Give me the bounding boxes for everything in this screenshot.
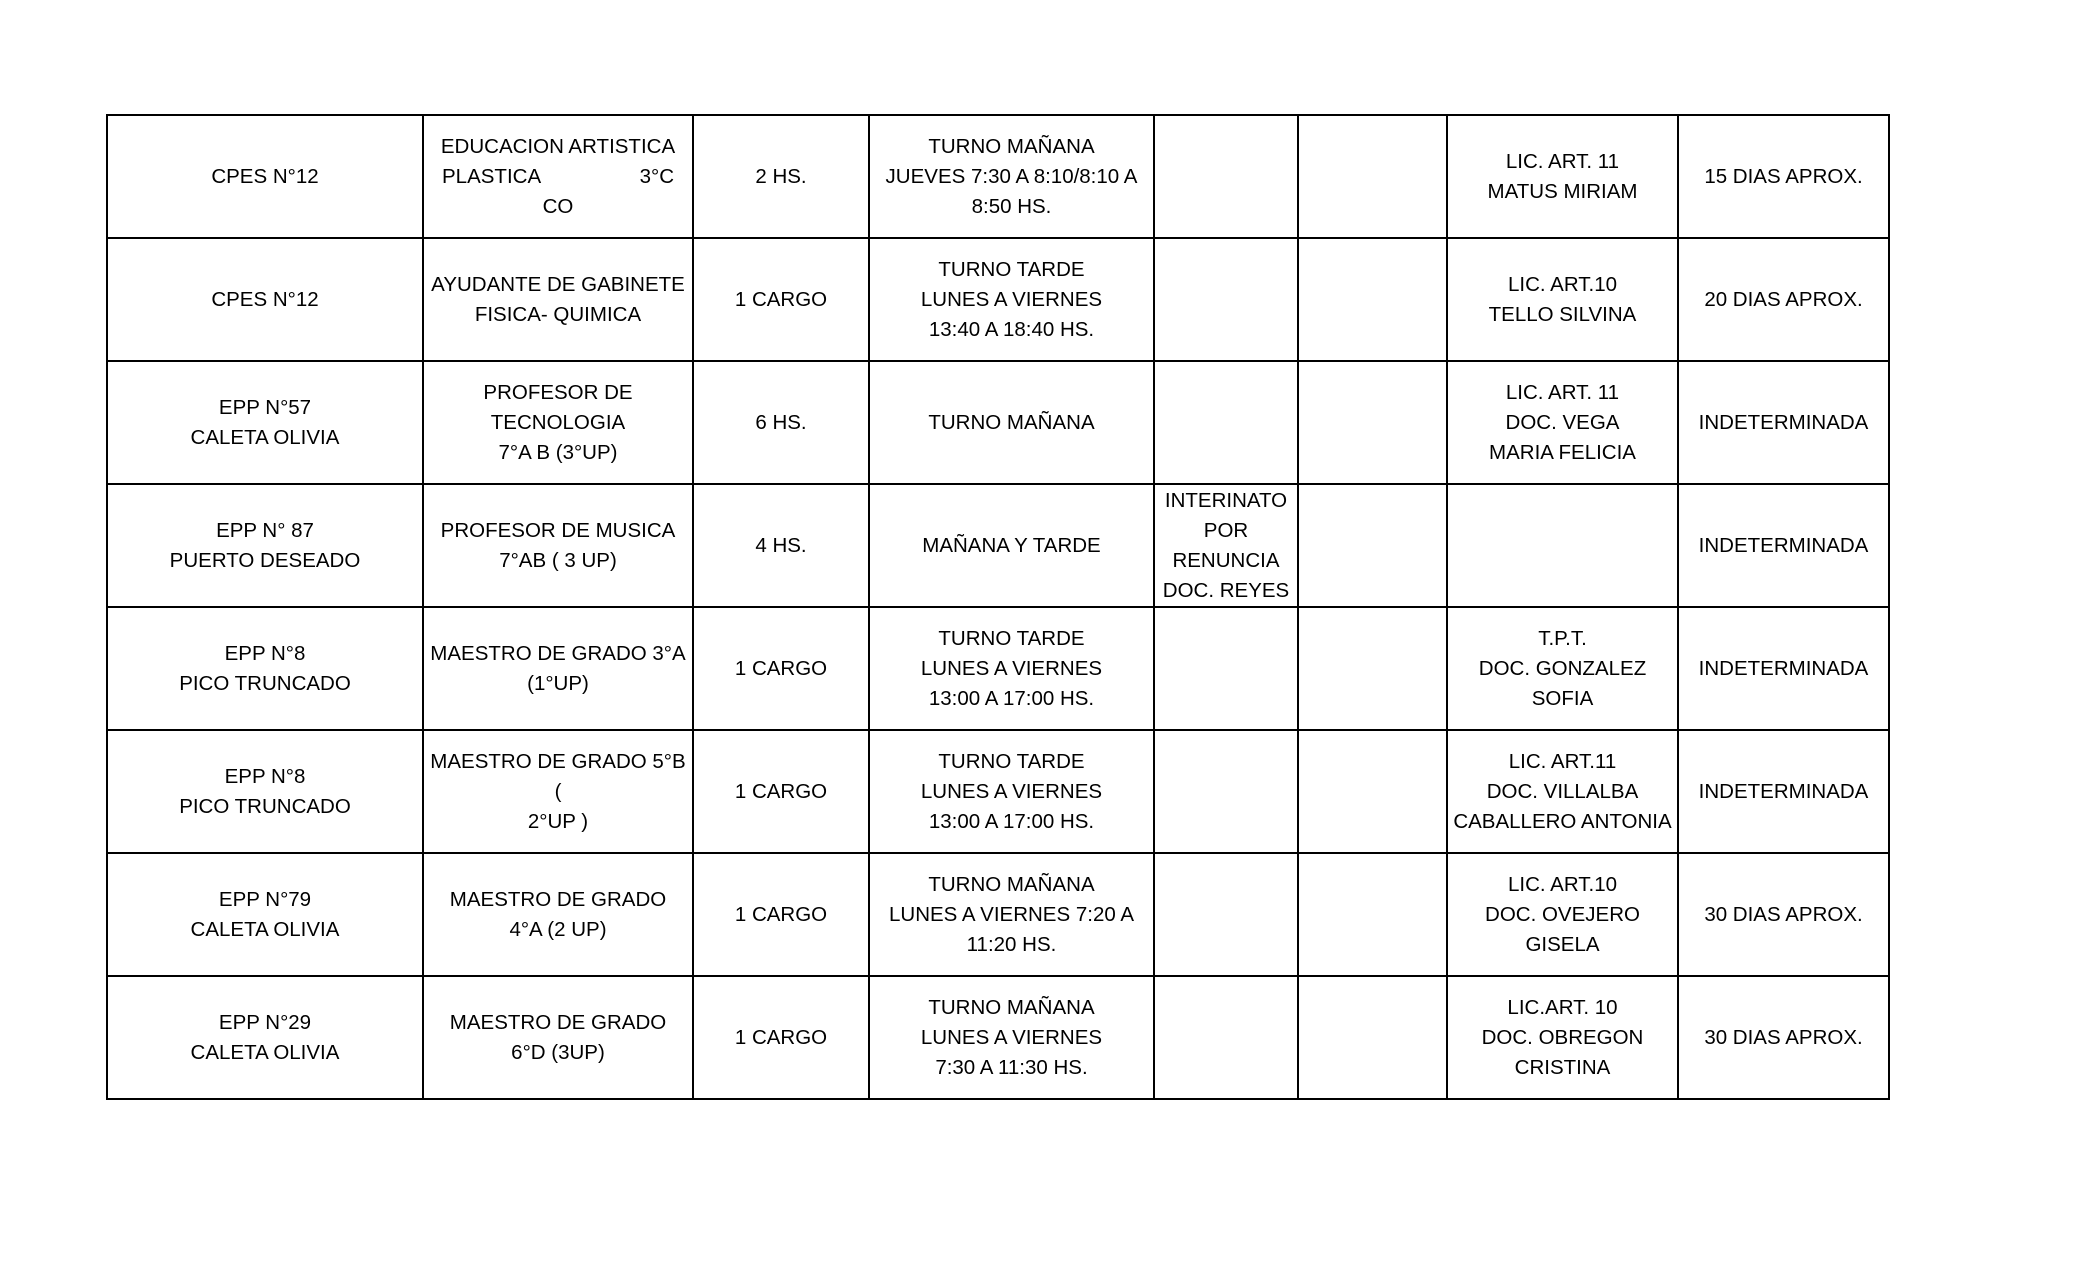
school-cell (107, 484, 423, 607)
table-row (107, 976, 1889, 1099)
cell-line: LUNES A VIERNES 7:20 A (889, 902, 1134, 926)
cell-line: CPES N°12 (211, 164, 319, 188)
schedule-cell (869, 361, 1154, 484)
cell-line: PROFESOR DE MUSICA (440, 518, 676, 542)
license-cell (1447, 730, 1678, 853)
cell-line: TELLO SILVINA (1488, 302, 1637, 326)
cell-line: EPP N°29 (218, 1010, 312, 1034)
cell-line: LIC.ART. 10 (1507, 995, 1618, 1019)
table-row (107, 730, 1889, 853)
cell-line: 4°A (2 UP) (509, 917, 607, 941)
license-cell (1447, 484, 1678, 607)
license-cell (1447, 976, 1678, 1099)
cell-line: 7°AB ( 3 UP) (499, 548, 617, 572)
cell-text: 30 DIAS APROX. (1704, 902, 1863, 926)
table-row (107, 361, 1889, 484)
subject-cell (423, 484, 693, 607)
cell-line: DOC. OVEJERO GISELA (1485, 902, 1640, 956)
cell-line: CABALLERO ANTONIA (1453, 809, 1672, 833)
cell-line: PICO TRUNCADO (179, 794, 351, 818)
cell-line: EPP N°57 (218, 395, 312, 419)
cell-line: 13:00 A 17:00 HS. (928, 686, 1095, 710)
reason-cell (1154, 976, 1298, 1099)
reason-cell (1154, 238, 1298, 361)
hours-cell (693, 853, 869, 976)
reason-cell (1154, 607, 1298, 730)
empty-cell (1298, 730, 1447, 853)
cell-line: POR (1203, 518, 1249, 542)
cell-line: JUEVES 7:30 A 8:10/8:10 A (885, 164, 1138, 188)
school-cell (107, 853, 423, 976)
cell-text: INDETERMINADA (1698, 533, 1869, 557)
cell-line: TURNO MAÑANA (928, 872, 1095, 896)
cell-line: T.P.T. (1538, 626, 1587, 650)
reason-cell (1154, 115, 1298, 238)
hours-cell (693, 976, 869, 1099)
duration-cell (1678, 976, 1889, 1099)
cell-line: 8:50 HS. (971, 194, 1052, 218)
duration-cell (1678, 730, 1889, 853)
duration-cell (1678, 238, 1889, 361)
reason-cell (1154, 484, 1298, 607)
cell-text: 1 CARGO (734, 779, 828, 803)
school-cell (107, 361, 423, 484)
cell-line: CO (542, 194, 574, 218)
table-body (107, 115, 1889, 1099)
cell-line: MARIA FELICIA (1489, 440, 1636, 464)
school-cell (107, 238, 423, 361)
cell-text: 4 HS. (755, 533, 807, 557)
cell-line: DOC. GONZALEZ SOFIA (1478, 656, 1647, 710)
empty-cell (1298, 238, 1447, 361)
cell-text: 6 HS. (755, 410, 807, 434)
school-cell (107, 976, 423, 1099)
cell-line: EDUCACION ARTISTICA (440, 134, 676, 158)
duration-cell (1678, 484, 1889, 607)
license-cell (1447, 853, 1678, 976)
cell-text: 1 CARGO (734, 1025, 828, 1049)
cell-line-part: 3°C (639, 164, 674, 188)
table-row (107, 607, 1889, 730)
cell-line: MAÑANA Y TARDE (922, 533, 1101, 557)
license-cell (1447, 607, 1678, 730)
cell-line: MAESTRO DE GRADO (449, 887, 667, 911)
table-row (107, 115, 1889, 238)
school-cell (107, 730, 423, 853)
cell-line: DOC. OBREGON (1481, 1025, 1644, 1049)
cell-line: 11:20 HS. (966, 932, 1057, 956)
cell-line: EPP N°8 (224, 764, 306, 788)
empty-cell (1298, 976, 1447, 1099)
cell-text: 1 CARGO (734, 287, 828, 311)
cell-line: EPP N°8 (224, 641, 306, 665)
subject-cell (423, 115, 693, 238)
empty-cell (1298, 115, 1447, 238)
cell-line: LIC. ART.10 (1507, 872, 1618, 896)
empty-cell (1298, 361, 1447, 484)
schedule-cell (869, 238, 1154, 361)
cell-line: INTERINATO (1164, 488, 1288, 512)
cell-line: PUERTO DESEADO (169, 548, 361, 572)
reason-cell (1154, 361, 1298, 484)
cell-text: INDETERMINADA (1698, 410, 1869, 434)
table-row (107, 853, 1889, 976)
school-cell (107, 607, 423, 730)
hours-cell (693, 484, 869, 607)
vacancies-table (106, 114, 1890, 1100)
subject-cell (423, 361, 693, 484)
cell-line: 13:40 A 18:40 HS. (928, 317, 1095, 341)
subject-cell (423, 853, 693, 976)
schedule-cell (869, 115, 1154, 238)
cell-line: EPP N°79 (218, 887, 312, 911)
duration-cell (1678, 115, 1889, 238)
cell-line: RENUNCIA (1172, 548, 1280, 572)
cell-line: DOC. VEGA (1505, 410, 1620, 434)
cell-text: INDETERMINADA (1698, 779, 1869, 803)
school-cell (107, 115, 423, 238)
cell-line: DOC. REYES (1162, 578, 1290, 602)
duration-cell (1678, 361, 1889, 484)
schedule-cell (869, 730, 1154, 853)
cell-line: MAESTRO DE GRADO 3°A (430, 641, 686, 665)
license-cell (1447, 361, 1678, 484)
cell-line: (1°UP) (527, 671, 589, 695)
duration-cell (1678, 853, 1889, 976)
cell-line: LIC. ART. 11 (1505, 149, 1620, 173)
cell-text: 20 DIAS APROX. (1704, 287, 1863, 311)
subject-cell (423, 976, 693, 1099)
cell-text: 1 CARGO (734, 902, 828, 926)
subject-cell (423, 607, 693, 730)
empty-cell (1298, 607, 1447, 730)
empty-cell (1298, 484, 1447, 607)
cell-text: 2 HS. (755, 164, 807, 188)
cell-line: LIC. ART. 11 (1505, 380, 1620, 404)
cell-line: 7°A B (3°UP) (498, 440, 618, 464)
cell-line: CALETA OLIVIA (190, 917, 340, 941)
cell-line: LUNES A VIERNES (920, 656, 1103, 680)
cell-line: TURNO TARDE (938, 626, 1085, 650)
cell-text: 30 DIAS APROX. (1704, 1025, 1863, 1049)
cell-line: TURNO MAÑANA (928, 134, 1095, 158)
cell-line: CRISTINA (1514, 1055, 1611, 1079)
table-row (107, 238, 1889, 361)
cell-text: 1 CARGO (734, 656, 828, 680)
cell-line: AYUDANTE DE GABINETE (431, 272, 685, 296)
cell-line: 6°D (3UP) (511, 1040, 605, 1064)
cell-line: LIC. ART.11 (1508, 749, 1617, 773)
hours-cell (693, 361, 869, 484)
cell-line: 2°UP ) (527, 809, 589, 833)
subject-cell (423, 238, 693, 361)
hours-cell (693, 730, 869, 853)
cell-line: LIC. ART.10 (1507, 272, 1618, 296)
cell-text: INDETERMINADA (1698, 656, 1869, 680)
reason-cell (1154, 853, 1298, 976)
cell-line: MAESTRO DE GRADO (449, 1010, 667, 1034)
cell-line-part: PLASTICA (442, 164, 542, 188)
cell-line: FISICA- QUIMICA (474, 302, 642, 326)
schedule-cell (869, 607, 1154, 730)
cell-line: TURNO TARDE (938, 749, 1085, 773)
cell-line: TURNO MAÑANA (928, 410, 1095, 434)
cell-text: 15 DIAS APROX. (1704, 164, 1863, 188)
cell-line: CALETA OLIVIA (190, 425, 340, 449)
cell-line: MATUS MIRIAM (1487, 179, 1638, 203)
cell-line: 13:00 A 17:00 HS. (928, 809, 1095, 833)
cell-line: LUNES A VIERNES (920, 779, 1103, 803)
reason-cell (1154, 730, 1298, 853)
cell-line: PROFESOR DE TECNOLOGIA (483, 380, 633, 434)
cell-line: CALETA OLIVIA (190, 1040, 340, 1064)
cell-line: PICO TRUNCADO (179, 671, 351, 695)
hours-cell (693, 115, 869, 238)
schedule-cell (869, 484, 1154, 607)
duration-cell (1678, 607, 1889, 730)
cell-line: 7:30 A 11:30 HS. (935, 1055, 1088, 1079)
cell-line-spread (428, 162, 688, 192)
cell-line: DOC. VILLALBA (1486, 779, 1639, 803)
cell-line: MAESTRO DE GRADO 5°B ( (430, 749, 686, 803)
license-cell (1447, 115, 1678, 238)
hours-cell (693, 607, 869, 730)
hours-cell (693, 238, 869, 361)
cell-line: TURNO TARDE (938, 257, 1085, 281)
cell-line: CPES N°12 (211, 287, 319, 311)
empty-cell (1298, 853, 1447, 976)
cell-line: LUNES A VIERNES (920, 287, 1103, 311)
schedule-cell (869, 853, 1154, 976)
table-row (107, 484, 1889, 607)
subject-cell (423, 730, 693, 853)
cell-line: EPP N° 87 (216, 518, 314, 542)
cell-line: LUNES A VIERNES (920, 1025, 1103, 1049)
schedule-cell (869, 976, 1154, 1099)
cell-line: TURNO MAÑANA (928, 995, 1095, 1019)
license-cell (1447, 238, 1678, 361)
